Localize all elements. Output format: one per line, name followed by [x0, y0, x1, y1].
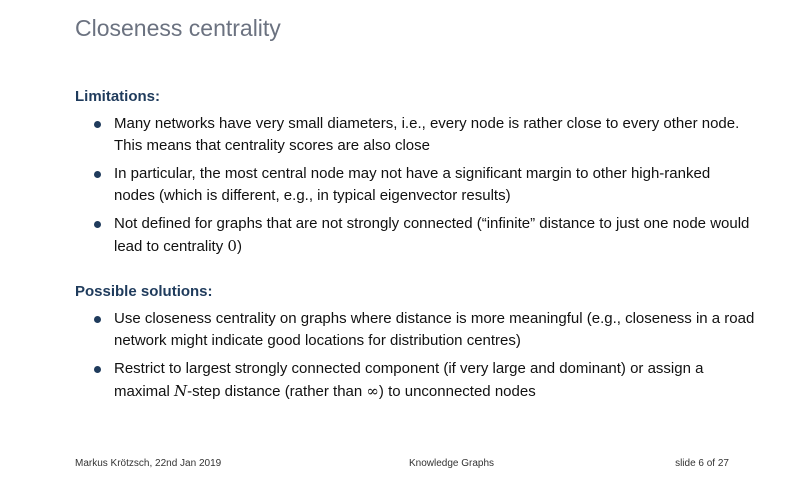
limitations-list — [75, 113, 755, 258]
solution-text-end: ) to unconnected nodes — [378, 383, 536, 400]
limitation-item — [75, 113, 755, 157]
limitation-text: In particular, the most central node may not have a significant margin to other high-ranked nodes (which is different, e.g., in typical eigenvector results) — [114, 165, 711, 204]
bullet-icon — [94, 121, 101, 128]
math-zero: 0 — [227, 237, 237, 255]
limitation-item — [75, 163, 755, 207]
limitation-text-end: ) — [236, 238, 242, 255]
slide-title: Closeness centrality — [75, 15, 281, 41]
bullet-icon — [94, 366, 101, 373]
math-n: N — [174, 382, 188, 400]
solution-text-middle: -step distance (rather than — [187, 383, 367, 400]
math-infinity: ∞ — [366, 382, 379, 400]
bullet-icon — [94, 316, 101, 323]
limitations-heading: Limitations: — [75, 88, 160, 105]
solutions-list — [75, 308, 755, 403]
footer-course: Knowledge Graphs — [409, 458, 495, 469]
limitation-text-start: Not defined for graphs that are not strongly connected (“infinite” distance to just one node would lead to centrality — [114, 215, 750, 255]
limitation-text: Many networks have very small diameters, i.e., every node is rather close to every other node. This means that centrality scores are also close — [114, 115, 740, 154]
bullet-icon — [94, 221, 101, 228]
limitations-section — [75, 88, 755, 264]
solutions-heading: Possible solutions: — [75, 283, 213, 300]
solution-text-start: Restrict to largest strongly connected component (if very large and dominant) or assign a maximal — [114, 360, 704, 400]
solution-text: Use closeness centrality on graphs where distance is more meaningful (e.g., closeness in a road network might indicate good locations for distribution centres) — [114, 310, 755, 349]
limitation-item — [75, 213, 755, 258]
footer-author-date: Markus Krötzsch, 22nd Jan 2019 — [75, 458, 222, 469]
solutions-section — [75, 283, 755, 409]
solution-item — [75, 308, 755, 352]
footer-slide-number: slide 6 of 27 — [675, 458, 729, 469]
solution-item — [75, 358, 755, 403]
bullet-icon — [94, 171, 101, 178]
